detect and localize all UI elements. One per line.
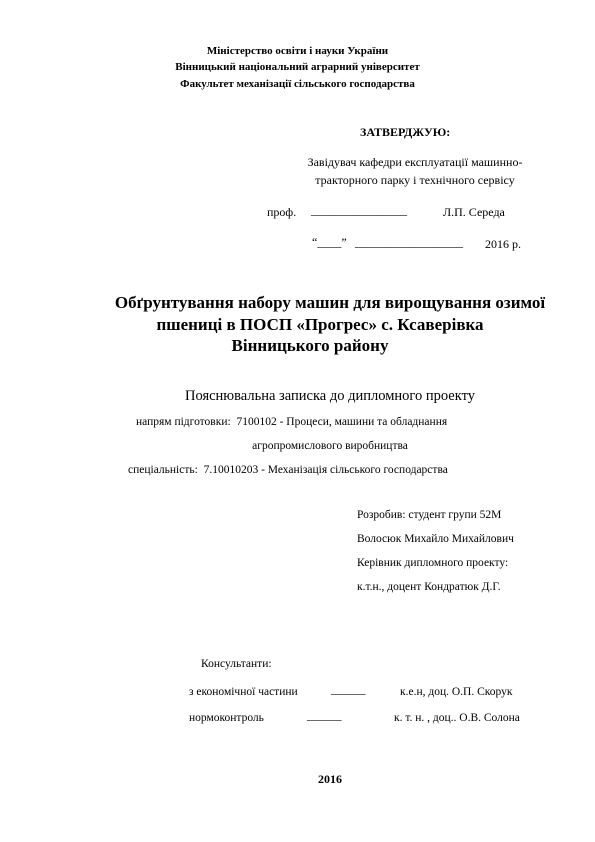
- date-year: 2016 р.: [485, 237, 521, 251]
- approval-position-line-2: тракторного парку і технічного сервісу: [315, 173, 515, 187]
- prof-name: Л.П. Середа: [443, 205, 505, 219]
- direction-label: напрям підготовки:: [136, 416, 231, 428]
- ministry-line: Міністерство освіти і науки України: [206, 45, 389, 57]
- specialty-value: 7.10010203 - Механізація сільського господарства: [203, 464, 448, 476]
- economic-consultant-label: з економічної частини: [189, 686, 298, 698]
- student-name: Волосюк Михайло Михайлович: [357, 533, 514, 545]
- direction-value-cont: агропромислового виробництва: [252, 440, 408, 452]
- approval-position-line-1: Завідувач кафедри експлуатації машинно-: [307, 155, 523, 169]
- norm-control-name: к. т. н. , доц.. О.В. Солона: [394, 712, 520, 724]
- supervisor-name: к.т.н., доцент Кондратюк Д.Г.: [357, 581, 501, 593]
- university-line: Вінницький національний аграрний університет: [175, 61, 420, 73]
- economic-consultant-name: к.е.н, доц. О.П. Скорук: [400, 686, 513, 698]
- footer-year: 2016: [318, 772, 342, 786]
- specialty-line: [128, 462, 448, 478]
- specialty-label: спеціальність:: [128, 464, 198, 476]
- thesis-title-line-2: пшениці в ПОСП «Прогрес» с. Ксаверівка: [156, 315, 484, 334]
- consultants-heading: Консультанти:: [201, 658, 272, 670]
- thesis-title-line-3: Вінницького району: [231, 336, 389, 355]
- supervisor-label: Керівник дипломного проекту:: [357, 557, 509, 569]
- date-day-blank: “____”: [312, 235, 347, 249]
- prof-label: проф.: [267, 205, 297, 219]
- economic-signature-blank: ______: [331, 684, 366, 696]
- norm-control-label: нормоконтроль: [189, 712, 264, 724]
- thesis-title-line-1: Обґрунтування набору машин для вирощування озимої: [114, 293, 546, 312]
- developed-by: Розробив: студент групи 52М: [357, 509, 502, 521]
- date-month-blank: __________________: [355, 235, 463, 249]
- note-subtitle: Пояснювальна записка до дипломного проекту: [185, 388, 475, 404]
- norm-signature-blank: ______: [307, 710, 342, 722]
- prof-signature-blank: ________________: [311, 203, 407, 217]
- direction-value: 7100102 - Процеси, машини та обладнання: [236, 416, 448, 428]
- approval-title: ЗАТВЕРДЖУЮ:: [360, 125, 451, 139]
- direction-line: [136, 414, 447, 430]
- faculty-line: Факультет механізації сільського господарства: [180, 78, 415, 90]
